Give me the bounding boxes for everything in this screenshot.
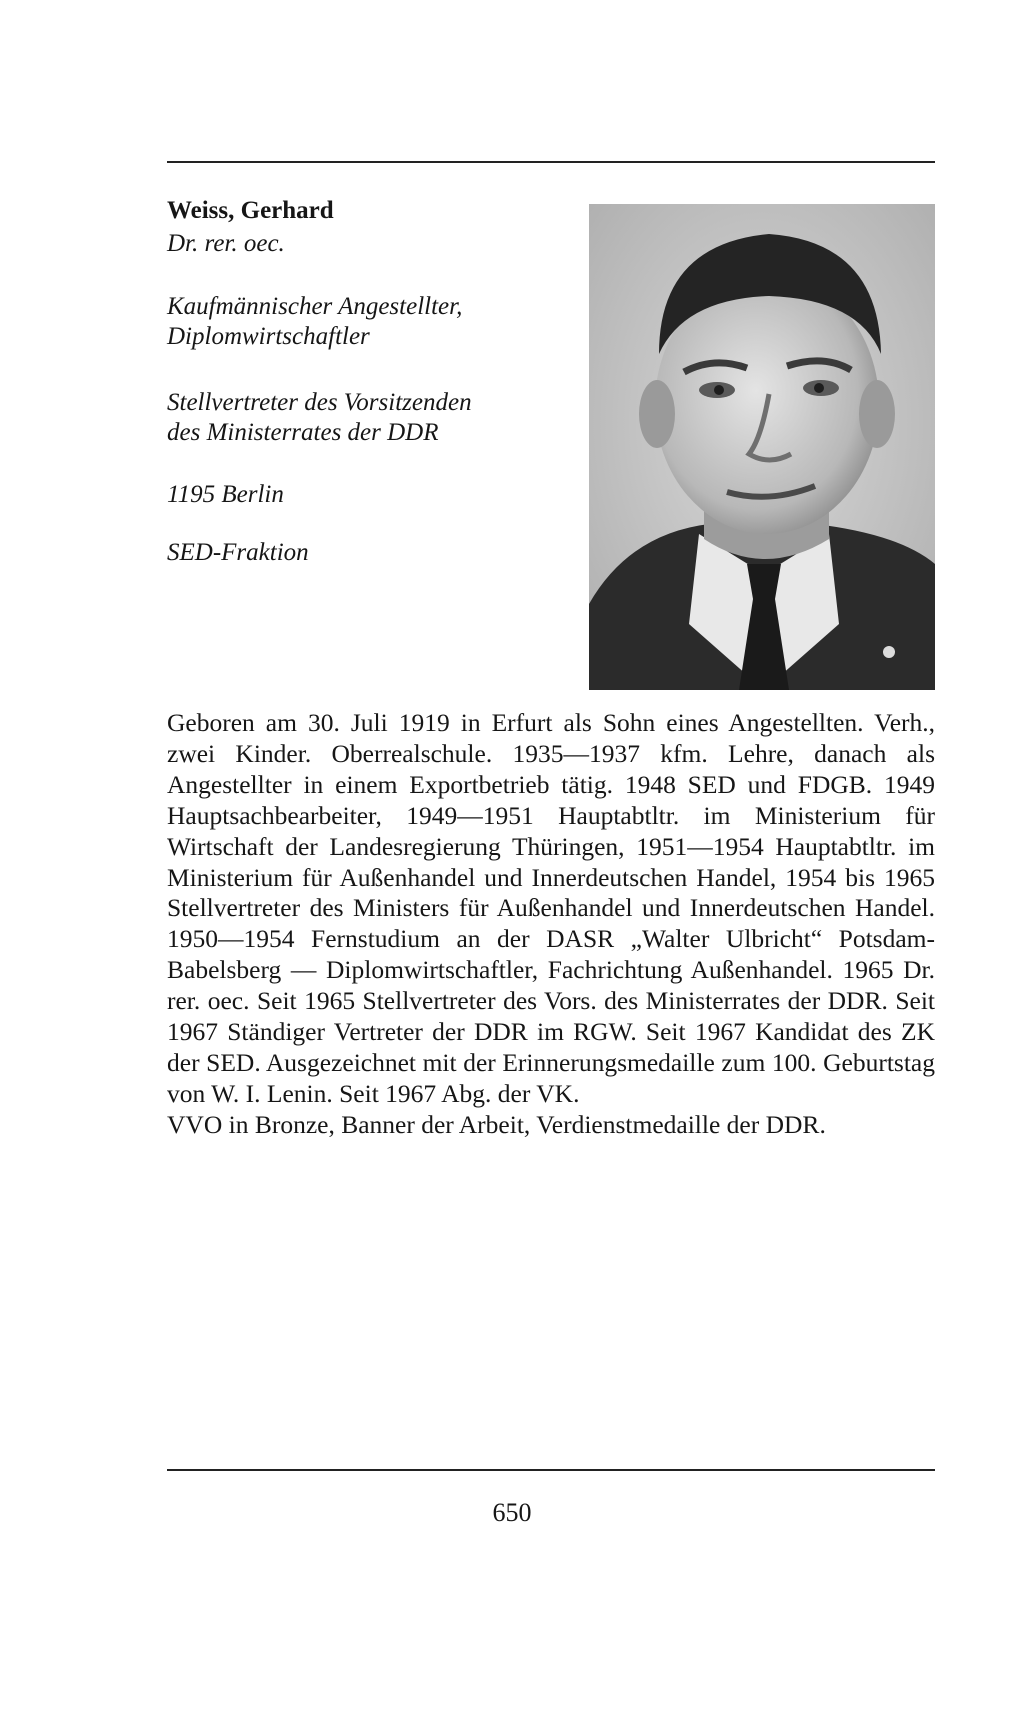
academic-title: Dr. rer. oec. xyxy=(167,230,285,257)
portrait-photo xyxy=(589,204,935,690)
bottom-rule xyxy=(167,1469,935,1471)
city: 1195 Berlin xyxy=(167,481,284,508)
top-rule xyxy=(167,161,935,163)
biography-paragraph: Geboren am 30. Juli 1919 in Erfurt als Sohn eines Angestellten. Verh., zwei Kinder. Oberrealschule. 1935—1937 kfm. Lehre, danach als Angestellter in einem Exportbetrieb tätig. 1948 SED und FDGB. 1949 Hauptsachbearbeiter, 1949—1951 Hauptabtltr. im Ministerium für Wirtschaft der Landesregierung Thüringen, 1951—1954 Hauptabtltr. im Ministerium für Außenhandel und Innerdeutschen Handel, 1954 bis 1965 Stellvertreter des Ministers für Außenhandel und Innerdeutschen Handel. 1950—1954 Fernstudium an der DASR „Walter Ulbricht“ Potsdam-Babelsberg — Diplomwirtschaftler, Fachrichtung Außenhandel. 1965 Dr. rer. oec. Seit 1965 Stellvertreter des Vors. des Ministerrates der DDR. Seit 1967 Ständiger Vertreter der DDR im RGW. Seit 1967 Kandidat des ZK der SED. Ausgezeichnet mit der Erinnerungsmedaille zum 100. Geburtstag von W. I. Lenin. Seit 1967 Abg. der VK. xyxy=(167,708,935,1108)
position-line-2: des Ministerrates der DDR xyxy=(167,419,439,446)
awards-paragraph: VVO in Bronze, Banner der Arbeit, Verdienstmedaille der DDR. xyxy=(167,1109,826,1139)
occupation-line-2: Diplomwirtschaftler xyxy=(167,323,370,350)
page-number: 650 xyxy=(492,1498,532,1527)
biography-text xyxy=(167,708,935,1141)
parliamentary-fraction: SED-Fraktion xyxy=(167,539,309,566)
occupation-line-1: Kaufmännischer Angestellter, xyxy=(167,293,463,320)
position-line-1: Stellvertreter des Vorsitzenden xyxy=(167,389,472,416)
person-name: Weiss, Gerhard xyxy=(167,197,334,224)
